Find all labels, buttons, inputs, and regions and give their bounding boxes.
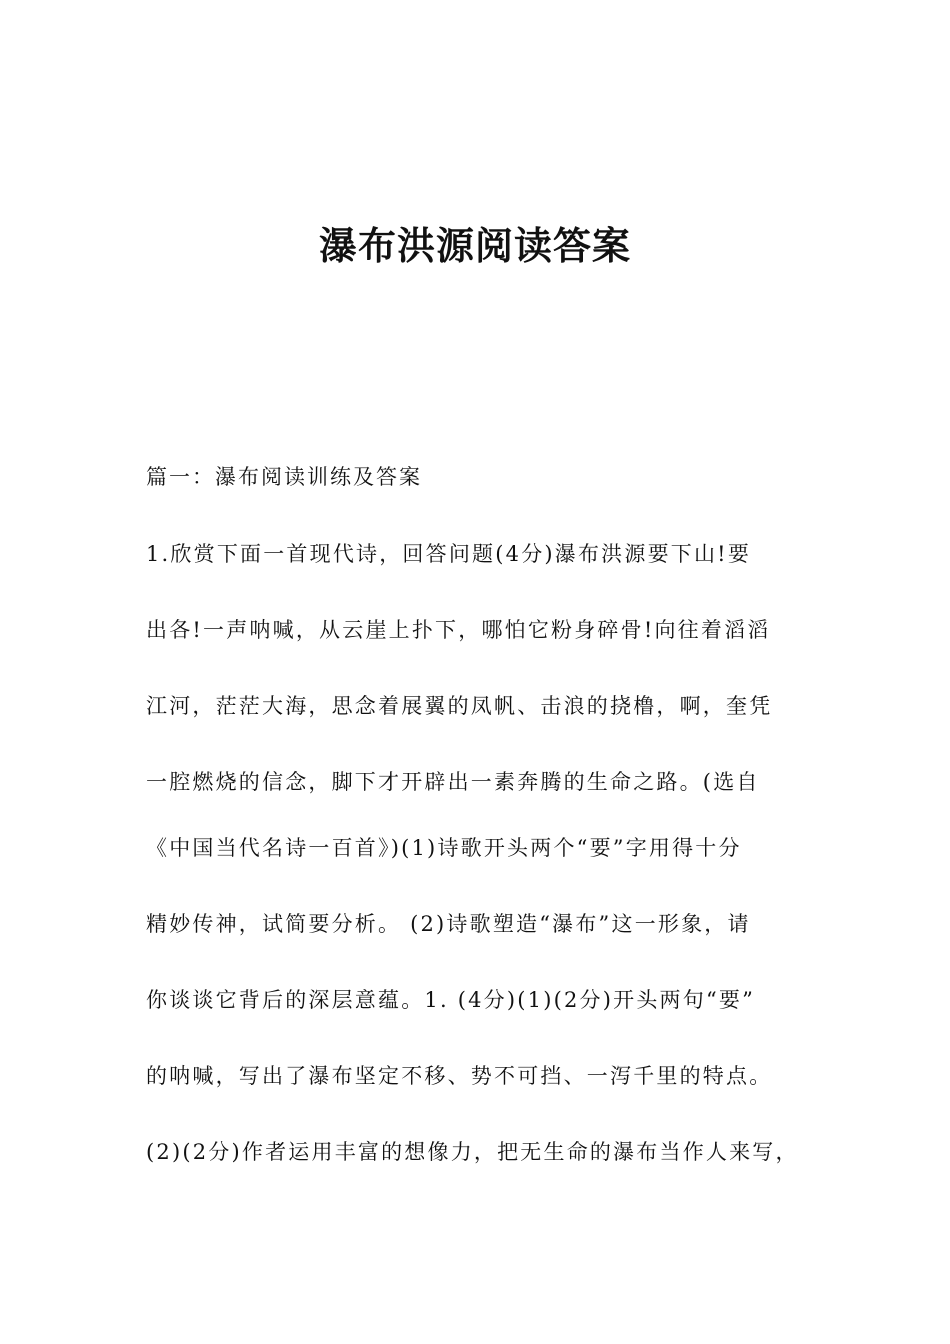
body-text-line: (2)(2分)作者运用丰富的想像力，把无生命的瀑布当作人来写， [146,1140,799,1164]
body-text-line: 江河，茫茫大海，思念着展翼的凤帆、击浪的挠橹，啊，奎凭 [146,694,773,718]
body-text-line: 一腔燃烧的信念，脚下才开辟出一素奔腾的生命之路。(选自 [146,770,760,794]
document-title: 瀑布洪源阅读答案 [318,224,631,268]
body-text-line: 《中国当代名诗一百首》)(1)诗歌开头两个“要”字用得十分 [146,836,742,860]
body-text-line: 出各!一声呐喊，从云崖上扑下，哪怕它粉身碎骨!向往着滔滔 [146,618,771,642]
body-text-line: 你谈谈它背后的深层意蕴。1. (4分)(1)(2分)开头两句“要” [146,988,756,1012]
section-heading: 篇一：瀑布阅读训练及答案 [146,465,422,489]
body-text-line: 的呐喊，写出了瀑布坚定不移、势不可挡、一泻千里的特点。 [146,1064,773,1088]
body-text-line: 1.欣赏下面一首现代诗，回答问题(4分)瀑布洪源要下山!要 [146,542,752,566]
body-text-line: 精妙传神，试简要分析。 (2)诗歌塑造“瀑布”这一形象，请 [146,912,751,936]
